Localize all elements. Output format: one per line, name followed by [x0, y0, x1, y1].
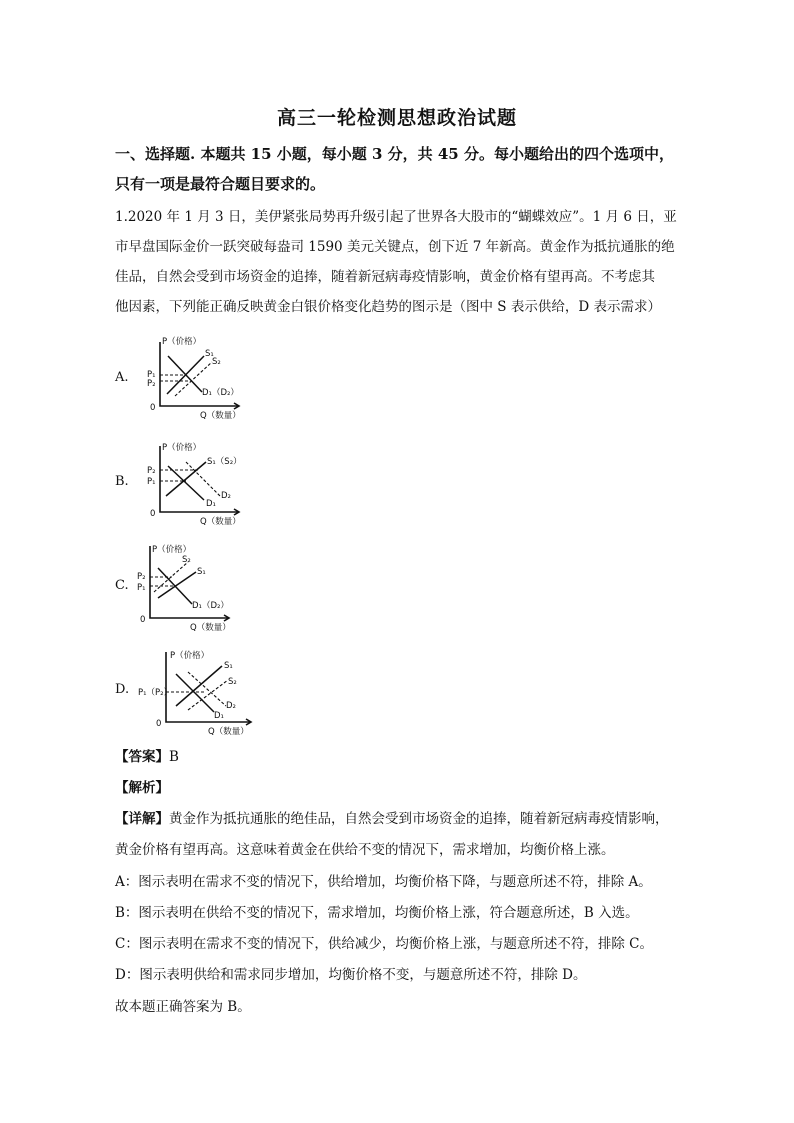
question-line-3: 佳品，自然会受到市场资金的追捧，随着新冠病毒疫情影响，黄金价格有望再高。不考虑其: [115, 269, 655, 285]
detail-line-2: 黄金价格有望再高。这意味着黄金在供给不变的情况下，需求增加，均衡价格上涨。: [115, 842, 615, 858]
option-b-d2-label: D₂: [221, 491, 231, 501]
question-line-4: 他因素，下列能正确反映黄金白银价格变化趋势的图示是（图中 S 表示供给，D 表示需求）: [115, 299, 661, 315]
option-d-s1: [176, 666, 222, 706]
option-a-s2-label: S₂: [212, 357, 221, 367]
option-a-x-label: Q（数量）: [200, 411, 241, 421]
option-a-p2: P₂: [147, 379, 156, 389]
answer-value: B: [169, 749, 179, 765]
option-b-x-label: Q（数量）: [200, 517, 241, 527]
option-c-diagram: [130, 542, 250, 632]
option-a-d-label: D₁（D₂）: [202, 388, 239, 398]
detail-line-1: [115, 808, 715, 830]
option-b-origin: 0: [150, 509, 156, 519]
option-a-p1: P₁: [147, 370, 156, 380]
option-d-s2-label: S₂: [228, 677, 237, 687]
question-line-1: 1.2020 年 1 月 3 日，美伊紧张局势再升级引起了世界各大股市的“蝴蝶效应”。1 月 6 日，亚: [115, 209, 677, 225]
option-b-label: B.: [115, 474, 129, 489]
section-heading-line-1: 一、选择题. 本题共 15 小题，每小题 3 分，共 45 分。每小题给出的四个选项中，: [115, 145, 674, 163]
option-c-s1-label: S₁: [197, 567, 206, 577]
option-d-origin: 0: [156, 719, 162, 729]
option-d-label: D.: [115, 682, 130, 697]
option-c-p2: P₂: [137, 572, 146, 582]
option-d-p: P₁（P₂）: [138, 688, 173, 698]
option-b-d1: [168, 466, 204, 500]
option-c-origin: 0: [140, 615, 146, 625]
question-line-2: 市早盘国际金价一跃突破每盎司 1590 美元关键点，创下近 7 年新高。黄金作为抵抗通胀的绝: [115, 239, 675, 255]
option-b-diagram: [140, 438, 260, 528]
option-c-label: C.: [115, 578, 129, 593]
option-b-d2: [186, 462, 220, 496]
option-d-y-label: P（价格）: [170, 651, 210, 661]
option-c-y-label: P（价格）: [152, 545, 192, 555]
option-a-s1-label: S₁: [205, 349, 214, 359]
option-a-d: [168, 356, 202, 392]
option-b-y-label: P（价格）: [162, 443, 202, 453]
option-c-d-label: D₁（D₂）: [192, 601, 229, 611]
option-b-p1: P₁: [147, 477, 156, 487]
explanation-c: C：图示表明在需求不变的情况下，供给减少，均衡价格上涨，与题意所述不符，排除 C。: [115, 936, 653, 952]
answer-line: [115, 746, 715, 768]
explanation-a: A：图示表明在需求不变的情况下，供给增加，均衡价格下降，与题意所述不符，排除 A。: [115, 874, 652, 890]
option-c-s1: [158, 572, 196, 598]
option-b-d1-label: D₁: [206, 499, 216, 509]
option-b-y-axis: [160, 446, 238, 512]
option-c-x-label: Q（数量）: [190, 623, 231, 632]
analysis-line: [115, 777, 715, 799]
explanation-b: B：图示表明在供给不变的情况下，需求增加，均衡价格上涨，符合题意所述，B 入选。: [115, 905, 639, 921]
option-b-p2: P₂: [147, 466, 156, 476]
option-b-s: [166, 462, 206, 496]
option-a-diagram: [140, 334, 260, 422]
explanation-d: D：图示表明供给和需求同步增加，均衡价格不变，与题意所述不符，排除 D。: [115, 967, 587, 983]
section-heading-line-2: 只有一项是最符合题目要求的。: [115, 175, 326, 193]
option-a-label: A.: [115, 370, 129, 385]
page-title: 高三一轮检测思想政治试题: [276, 107, 517, 129]
answer-tag: 【答案】: [115, 749, 169, 765]
conclusion: 故本题正确答案为 B。: [115, 999, 251, 1015]
option-d-y-axis: [166, 652, 250, 722]
option-c-p1: P₁: [137, 583, 146, 593]
option-d-d2-label: D₂: [226, 701, 236, 711]
option-c-d: [158, 568, 192, 604]
option-d-x-label: Q（数量）: [208, 727, 249, 737]
option-d-diagram: [138, 646, 268, 738]
option-a-y-label: P（价格）: [162, 337, 202, 347]
option-c-s2-label: S₂: [182, 555, 191, 565]
option-d-s1-label: S₁: [224, 661, 233, 671]
detail-text-1: 黄金作为抵抗通胀的绝佳品，自然会受到市场资金的追捧，随着新冠病毒疫情影响，: [169, 811, 669, 827]
detail-tag: 【详解】: [115, 811, 169, 827]
option-d-d1: [176, 674, 214, 712]
option-d-d2: [188, 672, 226, 706]
analysis-tag: 【解析】: [115, 780, 169, 796]
option-b-s-label: S₁（S₂）: [207, 457, 242, 467]
option-d-d1-label: D₁: [214, 711, 224, 721]
option-a-origin: 0: [150, 403, 156, 413]
